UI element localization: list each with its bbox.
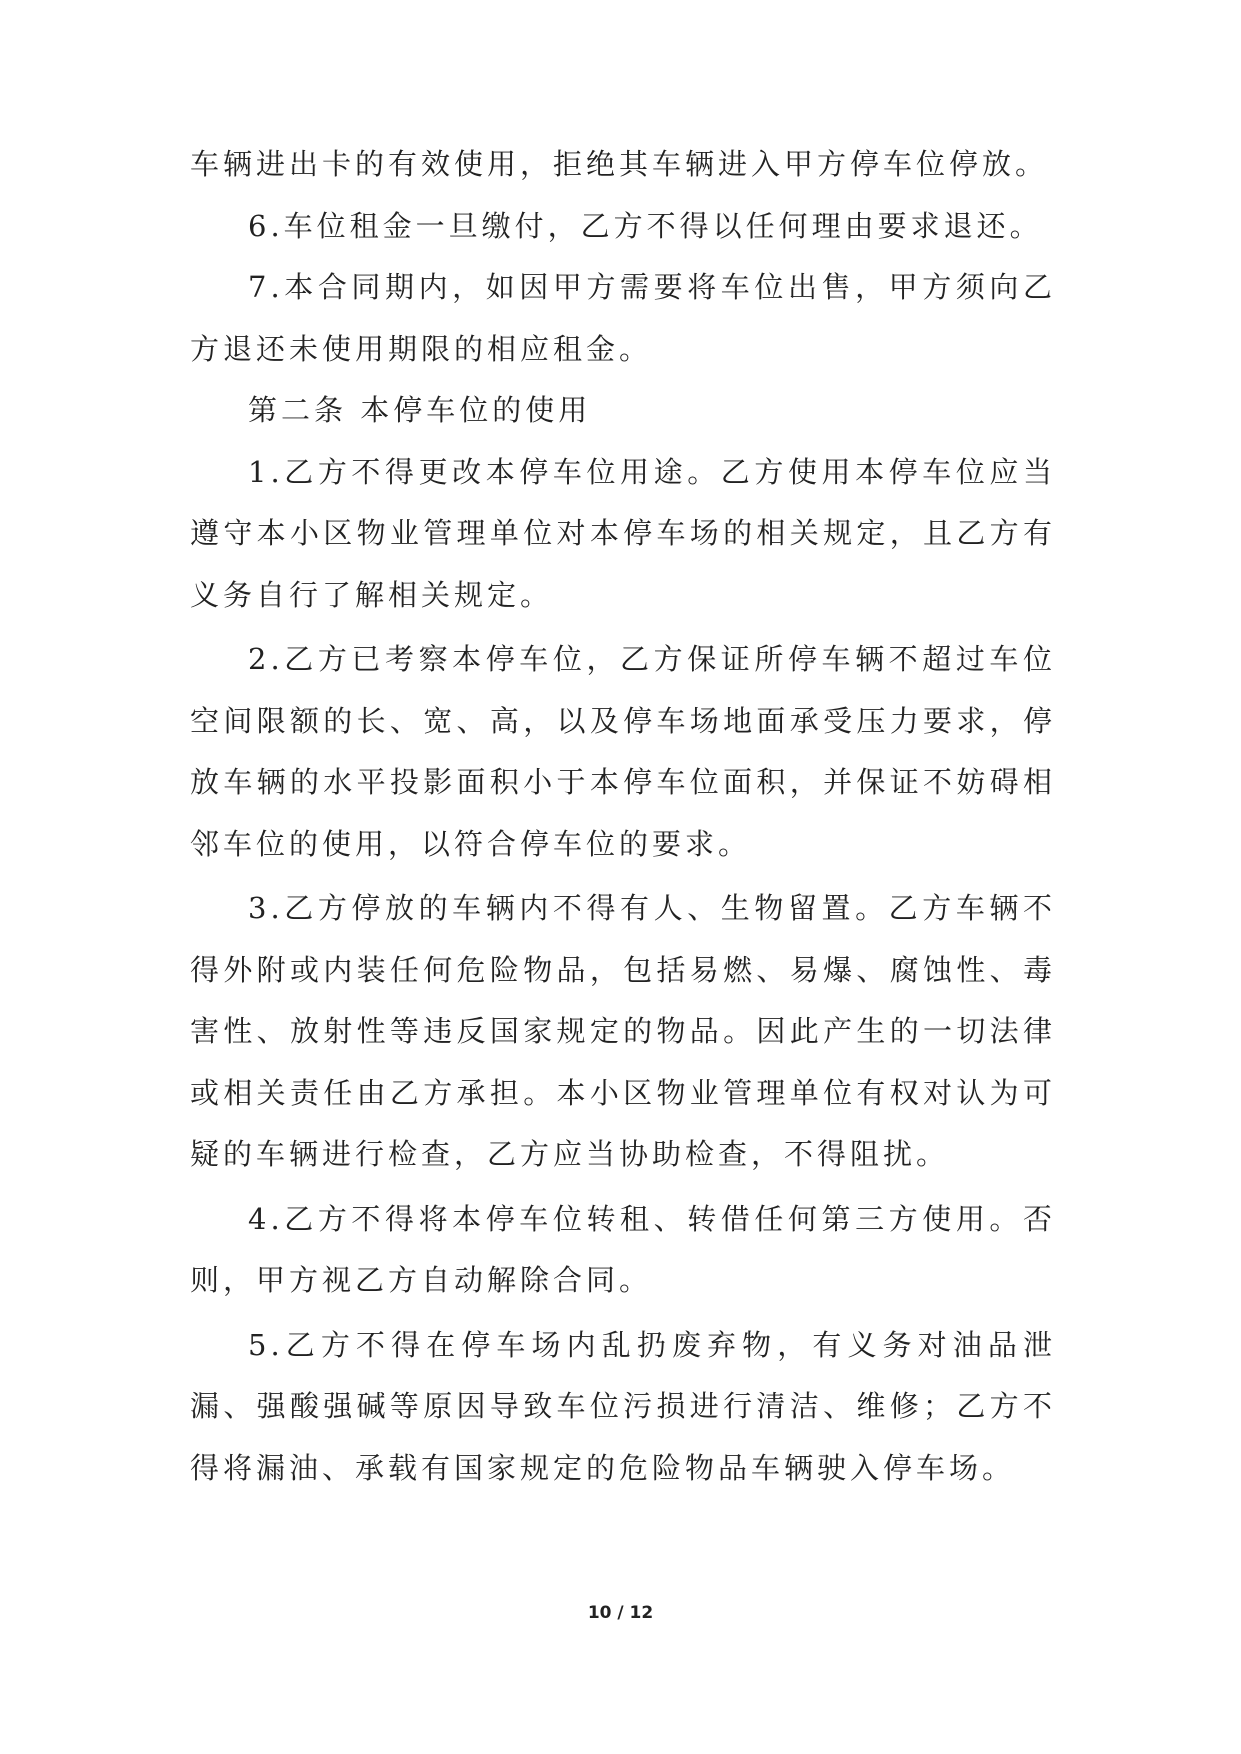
paragraph-usage-2: 2.乙方已考察本停车位，乙方保证所停车辆不超过车位空间限额的长、宽、高，以及停车场地面承受压力要求，停放车辆的水平投影面积小于本停车位面积，并保证不妨碍相邻车位的使用，以符合停车位的要求。 [190, 642, 1056, 861]
document-body [190, 134, 1056, 1499]
section-heading-article-2: 第二条 本停车位的使用 [248, 393, 592, 427]
paragraph-usage-4: 4.乙方不得将本停车位转租、转借任何第三方使用。否则，甲方视乙方自动解除合同。 [190, 1201, 1056, 1297]
paragraph-usage-3: 3.乙方停放的车辆内不得有人、生物留置。乙方车辆不得外附或内装任何危险物品，包括易燃、易爆、腐蚀性、毒害性、放射性等违反国家规定的物品。因此产生的一切法律或相关责任由乙方承担。本小区物业管理单位有权对认为可疑的车辆进行检查，乙方应当协助检查，不得阻扰。 [190, 891, 1056, 1171]
paragraph-usage-1: 1.乙方不得更改本停车位用途。乙方使用本停车位应当遵守本小区物业管理单位对本停车场的相关规定，且乙方有义务自行了解相关规定。 [190, 454, 1056, 612]
paragraph-usage-5: 5.乙方不得在停车场内乱扔废弃物，有义务对油品泄漏、强酸强碱等原因导致车位污损进行清洁、维修；乙方不得将漏油、承载有国家规定的危险物品车辆驶入停车场。 [190, 1327, 1056, 1485]
paragraph-clause-6: 6.车位租金一旦缴付，乙方不得以任何理由要求退还。 [248, 208, 1043, 243]
page-number: 10 / 12 [587, 1603, 654, 1623]
paragraph-continued: 车辆进出卡的有效使用，拒绝其车辆进入甲方停车位停放。 [190, 147, 1049, 181]
paragraph-clause-7: 7.本合同期内，如因甲方需要将车位出售，甲方须向乙方退还未使用期限的相应租金。 [190, 270, 1056, 366]
